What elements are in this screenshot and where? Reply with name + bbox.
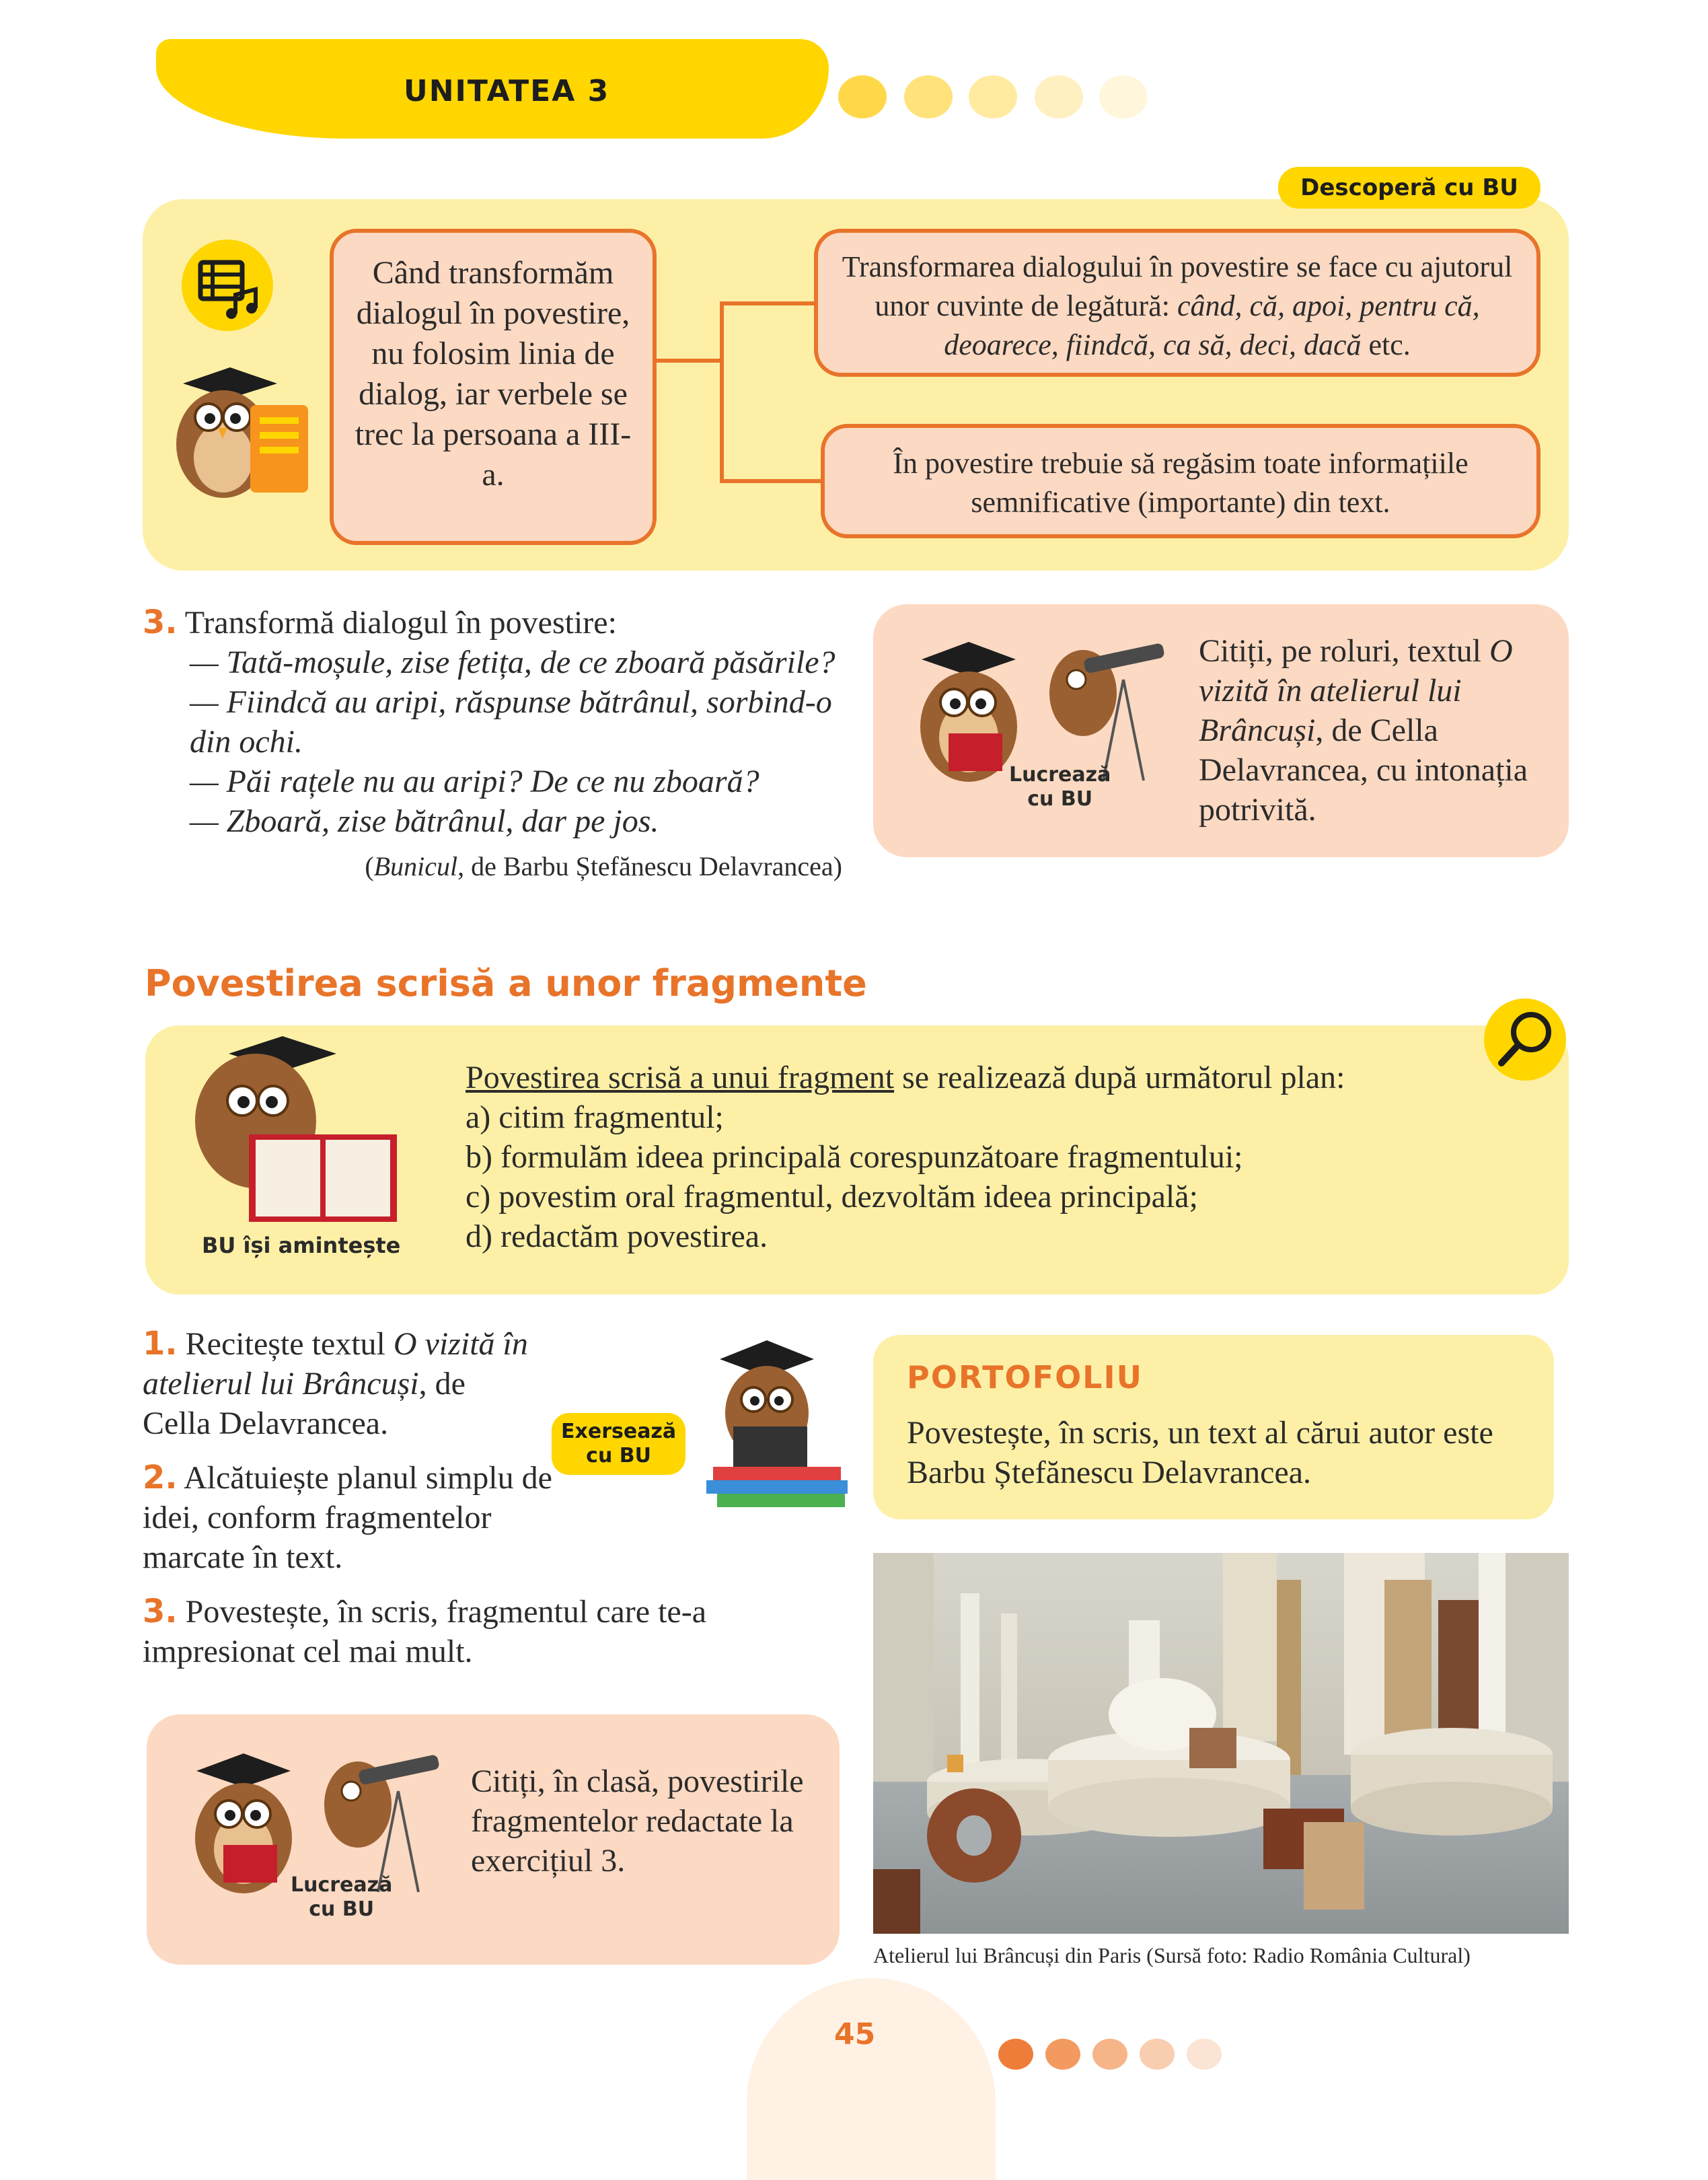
owl-laptop-icon (693, 1332, 854, 1514)
owl-book-icon (168, 1033, 410, 1229)
linking-words-intro: Transformarea dialogului în povestire se face cu ajutorul unor cuvinte de legătură: (842, 250, 1513, 322)
dialog-line: — Fiindcă au aripi, răspunse bătrânul, sorbind-o din ochi. (190, 684, 832, 760)
remember-text (466, 1058, 1515, 1256)
discover-tag: Descoperă cu BU (1278, 167, 1540, 209)
unit-title: UNITATEA 3 (404, 74, 610, 108)
remember-intro-underlined: Povestirea scrisă a unui fragment (466, 1060, 895, 1095)
read-roles-text (1199, 631, 1549, 830)
read-class-text: Citiți, în clasă, povestirile fragmentelor redactate la exercițiul 3. (471, 1764, 804, 1879)
exercise-with-bu-label (552, 1413, 685, 1475)
text-start: Citiți, pe roluri, textul (1199, 633, 1489, 669)
brancusi-atelier-photo (873, 1553, 1569, 1934)
owl-mascot-icon (156, 363, 318, 505)
label-line: Lucrează (291, 1873, 393, 1897)
dialog-line: — Zboară, zise bătrânul, dar pe jos. (190, 803, 659, 839)
dialog-line: — Păi rațele nu au aripi? De ce nu zboară? (190, 764, 759, 799)
connector-line (657, 359, 724, 363)
text-title: O vizită în atelierul lui Brâncuși (1199, 633, 1513, 748)
source-author: , de Barbu Ștefănescu Delavrancea) (457, 851, 842, 881)
portfolio-title: PORTOFOLIU (907, 1359, 1143, 1395)
exercise-text: Recitește textul (185, 1326, 394, 1362)
footer-blob (747, 1978, 996, 2180)
source-title: Bunicul (373, 851, 458, 881)
plan-step: c) povestim oral fragmentul, dezvoltăm ideea principală; (466, 1179, 1198, 1214)
portfolio-text: Povestește, în scris, un text al cărui autor este Barbu Ștefănescu Delavrancea. (907, 1415, 1493, 1490)
connector-line (720, 301, 724, 482)
label-line: Lucrează (1009, 763, 1111, 787)
exercise-text: Alcătuiește planul simplu de idei, conform fragmentelor marcate în text. (143, 1460, 552, 1575)
section-heading: Povestirea scrisă a unor fragmente (145, 962, 867, 1005)
connector-line (720, 301, 814, 305)
label-line: cu BU (1027, 787, 1093, 811)
exercise-number: 1. (143, 1325, 178, 1362)
remember-label: BU își amintește (202, 1233, 401, 1258)
exercise-text: Povestește, în scris, fragmentul care te-a impresionat cel mai mult. (143, 1594, 707, 1669)
plan-step: b) formulăm ideea principală corespunzătoare fragmentului; (466, 1139, 1243, 1175)
exercise-title: O vizită în atelierul lui Brâncuși (143, 1326, 528, 1402)
plan-step: a) citim fragmentul; (466, 1099, 724, 1135)
exercise-3 (143, 603, 842, 886)
text-end: , de Cella Delavrancea, cu intonația potrivită. (1199, 713, 1528, 828)
linking-words-list: când, că, apoi, pentru că, deoarece, fiindcă, ca să, deci, dacă (944, 289, 1480, 361)
dialog-line: — Tată-moșule, zise fetița, de ce zboară păsările? (190, 645, 836, 680)
exercise-text-end: , de Cella Delavrancea. (143, 1366, 466, 1441)
exercise-number: 3. (143, 1593, 178, 1630)
label-line: cu BU (586, 1444, 651, 1467)
label-line: cu BU (309, 1897, 375, 1921)
label-line: Exersează (561, 1420, 677, 1443)
video-music-icon (180, 238, 274, 332)
photo-caption: Atelierul lui Brâncuși din Paris (Sursă foto: Radio România Cultural) (873, 1943, 1471, 1967)
exercise-number: 3. (143, 604, 178, 641)
definition-box: Când transformăm dialogul în povestire, nu folosim linia de dialog, iar verbele se trec la persoana a III-a. (330, 229, 657, 545)
work-with-bu-label (1009, 763, 1111, 811)
linking-words-box (814, 229, 1540, 377)
remember-intro-rest: se realizează după următorul plan: (894, 1060, 1345, 1095)
page-number: 45 (834, 2017, 876, 2051)
plan-step: d) redactăm povestirea. (466, 1219, 768, 1254)
connector-line (720, 479, 821, 483)
linking-words-end: etc. (1361, 328, 1411, 361)
work-with-bu-label (291, 1873, 392, 1922)
exercise-number: 2. (143, 1459, 178, 1496)
source-citation: (Bunicul, de Barbu Ștefănescu Delavrancea) (365, 851, 842, 881)
important-info-box: În povestire trebuie să regăsim toate informațiile semnificative (importante) din text. (821, 424, 1540, 538)
exercise-instruction: Transformă dialogul în povestire: (184, 605, 617, 641)
